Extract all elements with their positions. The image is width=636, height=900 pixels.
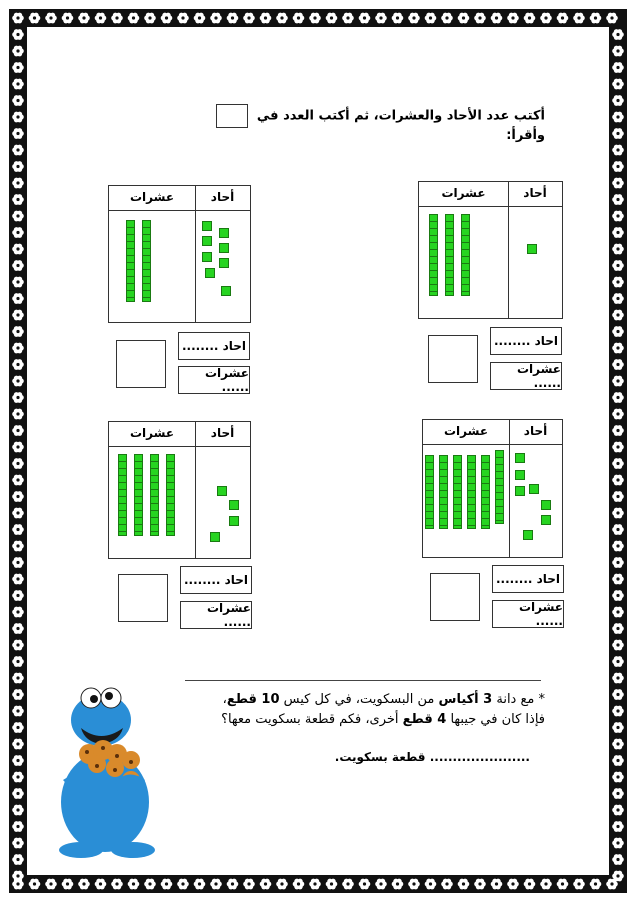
number-answer-box[interactable] xyxy=(118,574,168,622)
ten-rod xyxy=(439,455,448,529)
units-answer-field[interactable]: احاد ........ xyxy=(178,332,250,360)
unit-cube xyxy=(217,486,227,496)
column-divider xyxy=(508,182,509,318)
unit-cube xyxy=(541,500,551,510)
unit-cube xyxy=(221,286,231,296)
column-divider xyxy=(195,186,196,322)
unit-cube xyxy=(515,486,525,496)
unit-cube xyxy=(229,516,239,526)
story-text: * مع دانة xyxy=(492,692,545,707)
number-answer-box[interactable] xyxy=(116,340,166,388)
units-answer-field[interactable]: احاد ........ xyxy=(492,565,564,593)
story-number: 10 قطع xyxy=(226,692,280,707)
unit-cube xyxy=(219,243,229,253)
ten-rod xyxy=(126,220,135,302)
unit-cube xyxy=(219,258,229,268)
instruction xyxy=(200,104,545,143)
header-tens: عشرات xyxy=(441,186,486,200)
place-value-table-4 xyxy=(108,421,251,559)
instruction-text-end: وأقرأ: xyxy=(506,128,545,143)
place-value-table-3 xyxy=(422,419,563,558)
instruction-answer-box xyxy=(216,104,248,128)
unit-cube xyxy=(210,532,220,542)
header-units: أحاد xyxy=(210,190,235,204)
unit-cube xyxy=(527,244,537,254)
ten-rod xyxy=(166,454,175,536)
story-number: 3 أكياس xyxy=(438,692,493,707)
divider-line xyxy=(185,680,541,681)
column-divider xyxy=(195,422,196,558)
ten-rod xyxy=(481,455,490,529)
ten-rod xyxy=(425,455,434,529)
header-tens: عشرات xyxy=(443,424,489,438)
unit-cube xyxy=(515,470,525,480)
story-text: ، فإذا كان في جيبها xyxy=(222,692,545,727)
header-units: أحاد xyxy=(210,426,235,440)
ten-rod xyxy=(150,454,159,536)
cookie-monster-illustration-icon xyxy=(45,684,165,860)
ten-rod xyxy=(445,214,454,296)
unit-cube xyxy=(202,236,212,246)
story-text: أخرى، فكم قطعة بسكويت معها؟ xyxy=(221,712,403,727)
unit-cube xyxy=(202,252,212,262)
unit-cube xyxy=(541,515,551,525)
ten-rod xyxy=(495,450,504,524)
tens-answer-field[interactable]: عشرات ...... xyxy=(490,362,562,390)
tens-answer-field[interactable]: عشرات ...... xyxy=(178,366,250,394)
header-tens: عشرات xyxy=(129,190,175,204)
word-problem xyxy=(200,690,545,730)
unit-cube xyxy=(219,228,229,238)
tens-answer-field[interactable]: عشرات ...... xyxy=(180,601,252,629)
story-text: من البسكويت، في كل كيس xyxy=(279,692,439,707)
tens-answer-field[interactable]: عشرات ...... xyxy=(492,600,564,628)
header-tens: عشرات xyxy=(129,426,175,440)
unit-cube xyxy=(202,221,212,231)
unit-cube xyxy=(229,500,239,510)
unit-cube xyxy=(523,530,533,540)
units-answer-field[interactable]: احاد ........ xyxy=(490,327,562,355)
units-answer-field[interactable]: احاد ........ xyxy=(180,566,252,594)
ten-rod xyxy=(142,220,151,302)
number-answer-box[interactable] xyxy=(430,573,480,621)
place-value-table-1 xyxy=(418,181,563,319)
instruction-text: أكتب عدد الأحاد والعشرات، ثم أكتب العدد في xyxy=(256,108,545,124)
ten-rod xyxy=(429,214,438,296)
story-number: 4 قطع xyxy=(402,712,447,727)
unit-cube xyxy=(529,484,539,494)
header-units: أحاد xyxy=(523,424,548,438)
unit-cube xyxy=(515,453,525,463)
ten-rod xyxy=(467,455,476,529)
story-answer-line[interactable]: ...................... قطعة بسكويت. xyxy=(334,750,530,764)
column-divider xyxy=(509,420,510,557)
ten-rod xyxy=(134,454,143,536)
header-units: أحاد xyxy=(523,186,547,200)
ten-rod xyxy=(461,214,470,296)
ten-rod xyxy=(118,454,127,536)
unit-cube xyxy=(205,268,215,278)
ten-rod xyxy=(453,455,462,529)
number-answer-box[interactable] xyxy=(428,335,478,383)
place-value-table-2 xyxy=(108,185,251,323)
